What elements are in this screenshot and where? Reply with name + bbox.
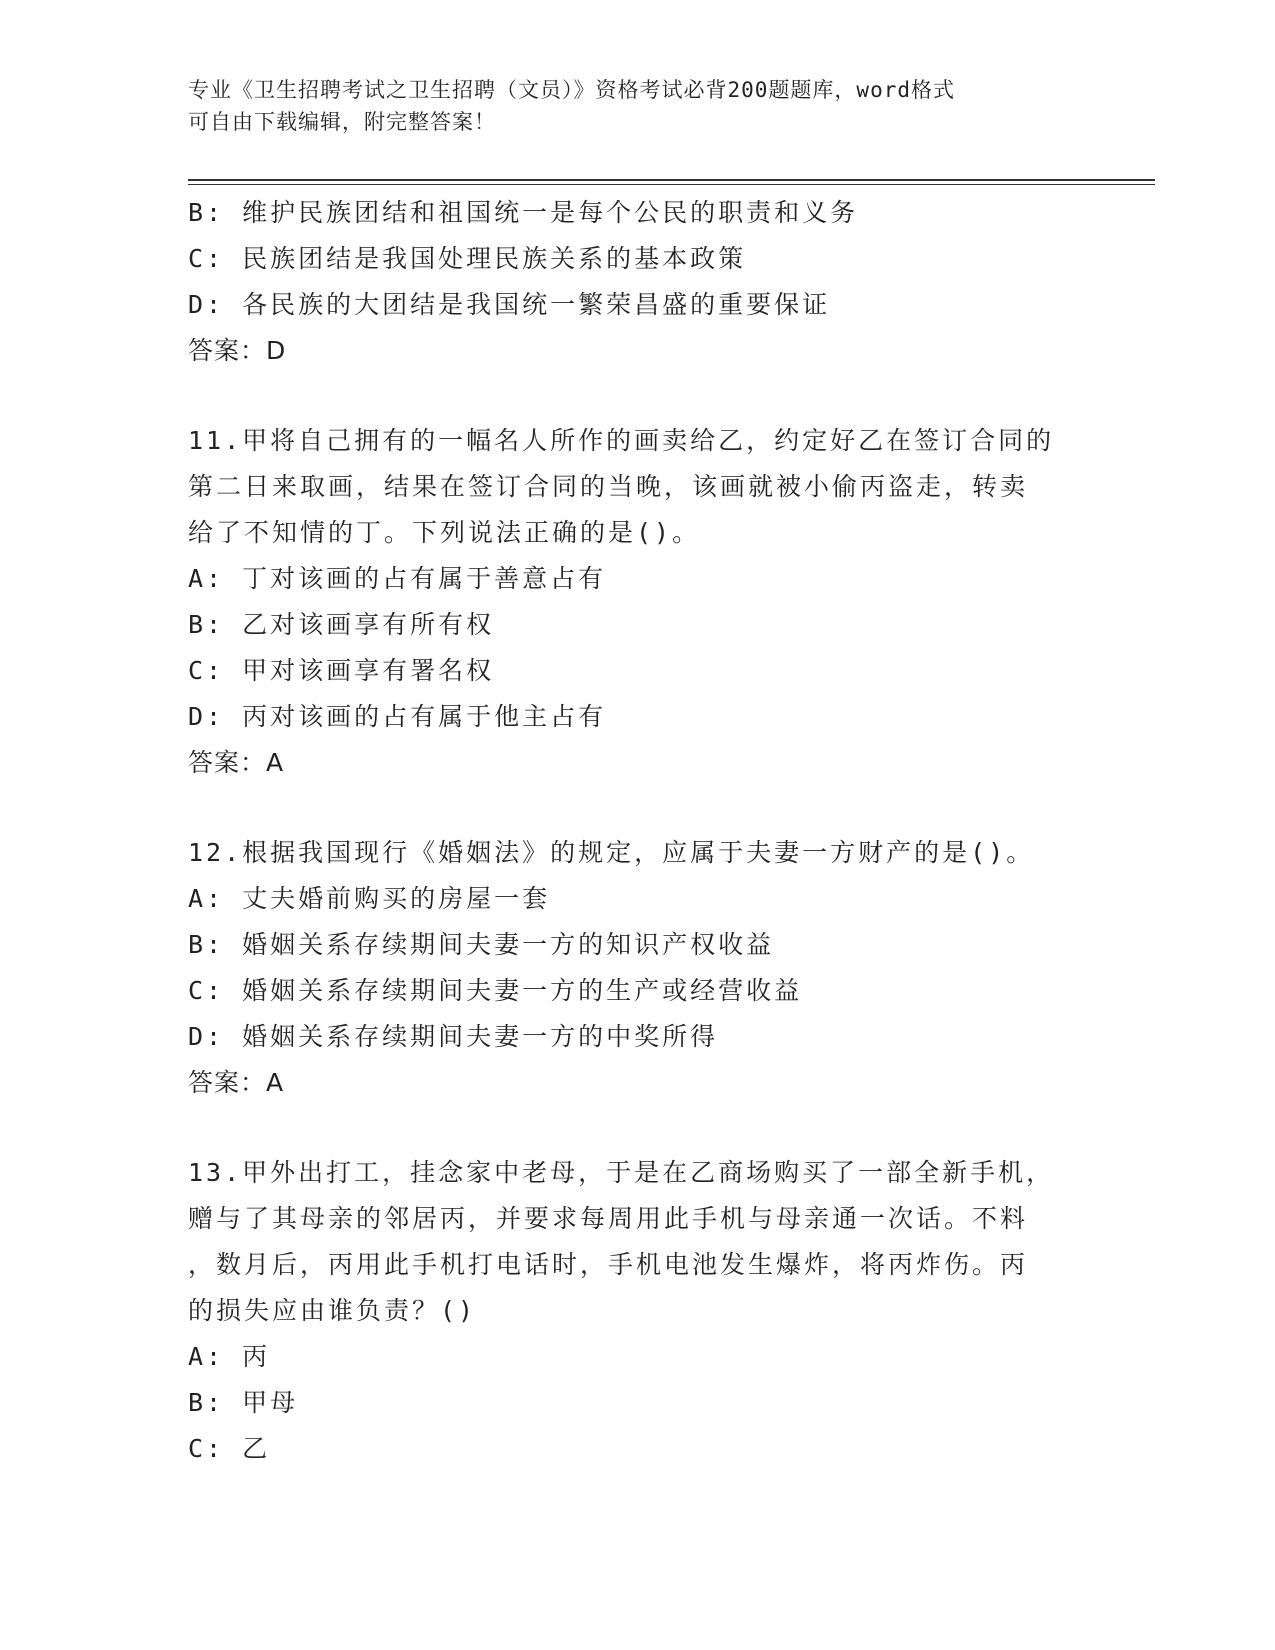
question-13-option-b: B: 甲母	[188, 1388, 299, 1417]
question-13-stem-line-3: ，数月后，丙用此手机打电话时，手机电池发生爆炸，将丙炸伤。丙	[188, 1250, 1029, 1279]
header-divider-thick	[188, 179, 1155, 181]
question-13-option-a: A: 丙	[188, 1342, 271, 1371]
question-13-option-c: C: 乙	[188, 1434, 271, 1463]
question-11-stem-line-2: 第二日来取画，结果在签订合同的当晚，该画就被小偷丙盗走，转卖	[188, 472, 1029, 501]
question-13-stem-line-2: 赠与了其母亲的邻居丙，并要求每周用此手机与母亲通一次话。不料	[188, 1204, 1029, 1233]
question-12-option-d: D: 婚姻关系存续期间夫妻一方的中奖所得	[188, 1022, 719, 1051]
question-10-answer: 答案：D	[188, 336, 287, 365]
question-10-continued	[188, 190, 1088, 374]
question-11-stem-line-1: 11.甲将自己拥有的一幅名人所作的画卖给乙，约定好乙在签订合同的	[188, 426, 1055, 455]
question-11-answer: 答案：A	[188, 748, 285, 777]
question-11-stem-line-3: 给了不知情的丁。下列说法正确的是()。	[188, 518, 701, 547]
question-12-stem-line-1: 12.根据我国现行《婚姻法》的规定，应属于夫妻一方财产的是()。	[188, 838, 1035, 867]
document-header	[188, 74, 1068, 138]
question-12-answer: 答案：A	[188, 1068, 285, 1097]
question-list	[188, 190, 1088, 1472]
question-11-option-b: B: 乙对该画享有所有权	[188, 610, 495, 639]
header-divider-thin	[188, 184, 1155, 185]
question-13	[188, 1150, 1088, 1472]
question-spacer	[188, 1106, 1088, 1150]
question-11	[188, 418, 1088, 786]
question-12-option-b: B: 婚姻关系存续期间夫妻一方的知识产权收益	[188, 930, 775, 959]
question-13-stem-line-4: 的损失应由谁负责？()	[188, 1296, 477, 1325]
question-12	[188, 830, 1088, 1106]
question-spacer	[188, 374, 1088, 418]
question-10-option-b: B: 维护民族团结和祖国统一是每个公民的职责和义务	[188, 198, 859, 227]
question-10-option-c: C: 民族团结是我国处理民族关系的基本政策	[188, 244, 747, 273]
question-11-option-c: C: 甲对该画享有署名权	[188, 656, 495, 685]
question-11-option-d: D: 丙对该画的占有属于他主占有	[188, 702, 607, 731]
question-10-option-d: D: 各民族的大团结是我国统一繁荣昌盛的重要保证	[188, 290, 831, 319]
header-title-line-2: 可自由下载编辑，附完整答案！	[188, 110, 496, 134]
question-12-option-a: A: 丈夫婚前购买的房屋一套	[188, 884, 551, 913]
question-11-option-a: A: 丁对该画的占有属于善意占有	[188, 564, 607, 593]
header-title-line-1: 专业《卫生招聘考试之卫生招聘（文员）》资格考试必背200题题库，word格式	[188, 78, 955, 102]
question-13-stem-line-1: 13.甲外出打工，挂念家中老母，于是在乙商场购买了一部全新手机，	[188, 1158, 1055, 1187]
question-12-option-c: C: 婚姻关系存续期间夫妻一方的生产或经营收益	[188, 976, 803, 1005]
question-spacer	[188, 786, 1088, 830]
